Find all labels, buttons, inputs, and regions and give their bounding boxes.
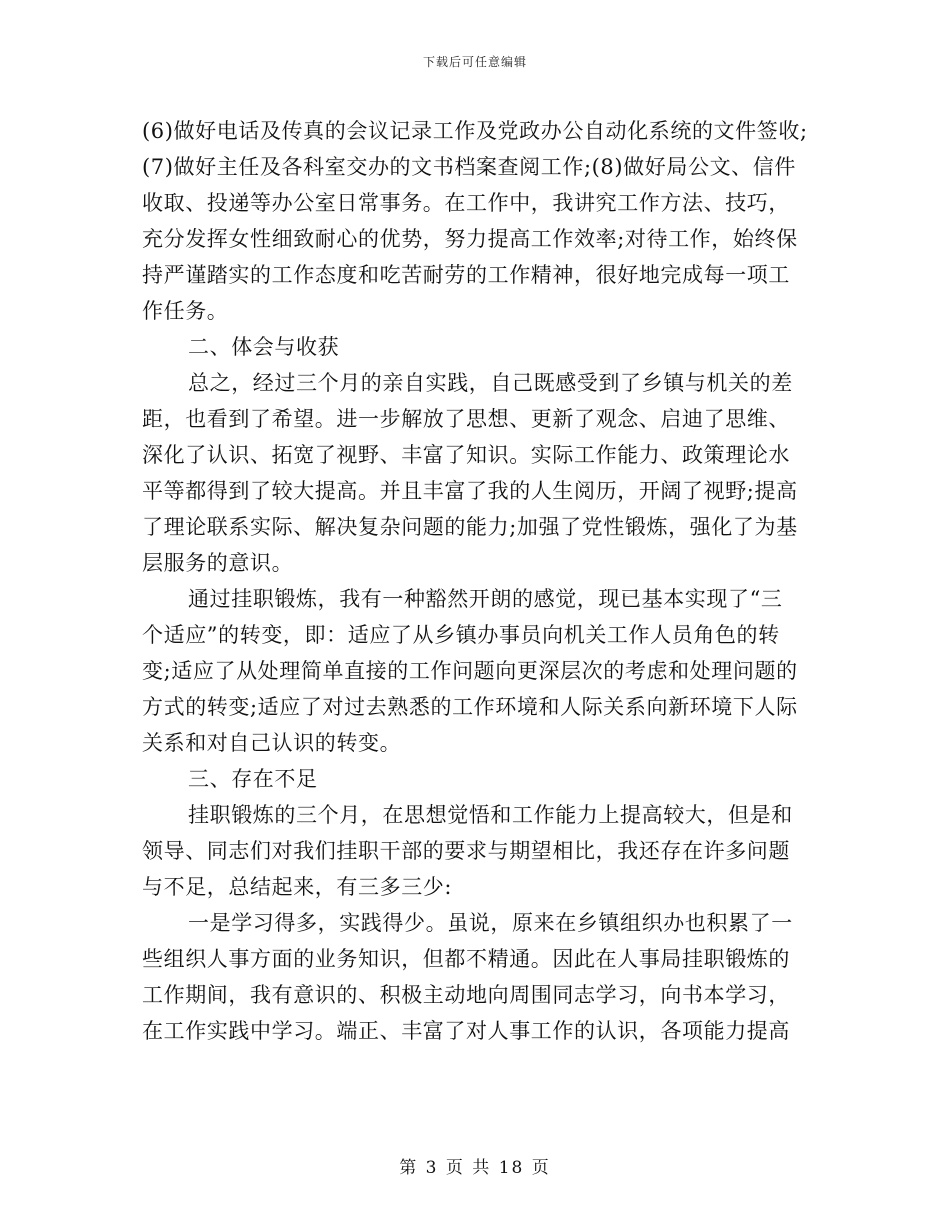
text-line: 关系和对自己认识的转变。 xyxy=(142,731,402,755)
document-body xyxy=(142,113,814,1049)
text-line: 领导、同志们对我们挂职干部的要求与期望相比，我还存在许多问题 xyxy=(142,839,790,863)
text-line: 了理论联系实际、解决复杂问题的能力;加强了党性锻炼，强化了为基 xyxy=(142,515,798,539)
text-line: 总之，经过三个月的亲自实践，自己既感受到了乡镇与机关的差 xyxy=(188,371,793,395)
text-line: 工作期间，我有意识的、积极主动地向周围同志学习，向书本学习， xyxy=(142,983,790,1007)
text-line: 在工作实践中学习。端正、丰富了对人事工作的认识，各项能力提高 xyxy=(142,1019,790,1043)
text-line: 二、体会与收获 xyxy=(188,335,340,359)
text-line: 一是学习得多，实践得少。虽说，原来在乡镇组织办也积累了一 xyxy=(188,911,793,935)
text-line: 深化了认识、拓宽了视野、丰富了知识。实际工作能力、政策理论水 xyxy=(142,443,790,467)
text-line: 通过挂职锻炼，我有一种豁然开朗的感觉，现已基本实现了“三 xyxy=(188,587,783,611)
text-line: 层服务的意识。 xyxy=(142,551,294,575)
text-line: 作任务。 xyxy=(142,299,229,323)
page-header: 下载后可任意编辑 xyxy=(422,55,527,69)
text-line: 方式的转变;适应了对过去熟悉的工作环境和人际关系向新环境下人际 xyxy=(142,695,798,719)
text-line: 变;适应了从处理简单直接的工作问题向更深层次的考虑和处理问题的 xyxy=(142,659,798,683)
text-line: 收取、投递等办公室日常事务。在工作中，我讲究工作方法、技巧， xyxy=(142,191,790,215)
text-line: 平等都得到了较大提高。并且丰富了我的人生阅历，开阔了视野;提高 xyxy=(142,479,798,503)
text-line: 挂职锻炼的三个月，在思想觉悟和工作能力上提高较大，但是和 xyxy=(188,803,793,827)
text-line: 个适应”的转变，即：适应了从乡镇办事员向机关工作人员角色的转 xyxy=(142,623,780,647)
text-line: 距，也看到了希望。进一步解放了思想、更新了观念、启迪了思维、 xyxy=(142,407,790,431)
text-line: 些组织人事方面的业务知识，但都不精通。因此在人事局挂职锻炼的 xyxy=(142,947,790,971)
page-number-footer: 第 3 页 共 18 页 xyxy=(399,1158,551,1178)
text-line: 与不足，总结起来，有三多三少: xyxy=(142,875,453,899)
text-line: 三、存在不足 xyxy=(188,767,318,791)
text-line: (6)做好电话及传真的会议记录工作及党政办公自动化系统的文件签收; xyxy=(142,119,808,143)
text-line: 持严谨踏实的工作态度和吃苦耐劳的工作精神，很好地完成每一项工 xyxy=(142,263,790,287)
text-line: (7)做好主任及各科室交办的文书档案查阅工作;(8)做好局公文、信件 xyxy=(142,155,796,179)
text-line: 充分发挥女性细致耐心的优势，努力提高工作效率;对待工作，始终保 xyxy=(142,227,798,251)
